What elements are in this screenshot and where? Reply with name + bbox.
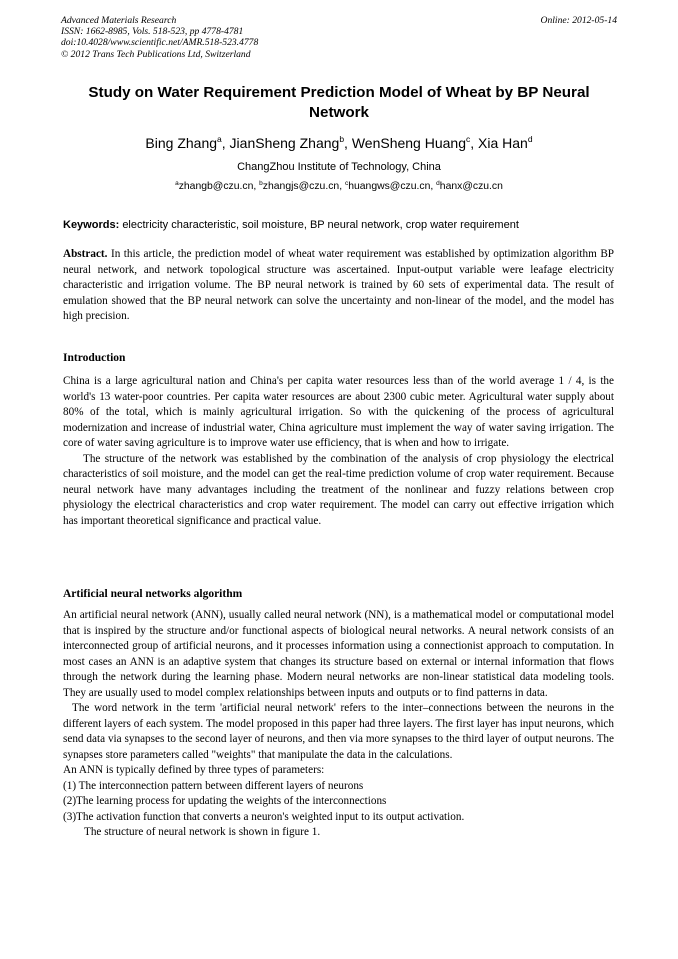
section-heading-ann: Artificial neural networks algorithm — [63, 588, 243, 600]
paragraph: The word network in the term 'artificial neural network' refers to the inter–connections between the neurons in the different layers of each system. The model proposed in this paper had three layers. The first layer has input neurons, which send data via synapses to the second layer of neurons, and then via more synapses to the third layer of output neurons. The synapses store parameters called "weights" that manipulate the data in the calculations. — [63, 702, 614, 761]
paragraph: The structure of neural network is shown in figure 1. — [84, 826, 321, 838]
email-sep: , — [253, 181, 260, 192]
email-mark: a — [175, 180, 179, 187]
paragraph: An ANN is typically defined by three types of parameters: — [63, 764, 325, 776]
author-list — [0, 134, 678, 152]
list-item: (2)The learning process for updating the weights of the interconnections — [63, 795, 387, 807]
ann-body — [63, 608, 614, 841]
email-address: zhangjs@czu.cn — [262, 181, 340, 192]
introduction-body — [63, 374, 614, 529]
abstract-label: Abstract. — [63, 248, 108, 260]
email-mark: b — [259, 180, 263, 187]
abstract-text: In this article, the prediction model of wheat water requirement was established by optimization algorithm BP neural network, and network topological structure was ascertained. Input-output variable were leafage electricity characteristic and irrigation volume. The BP neural network is trained by 60 sets of experimental data. The result of emulation showed that the BP neural network can solve the uncertainty and non-linear of the model, and the model has high precision. — [63, 248, 615, 322]
email-list — [0, 180, 678, 194]
email-sep: , — [430, 181, 437, 192]
author-mark: b — [339, 134, 345, 144]
keywords — [63, 218, 623, 232]
list-item: (3)The activation function that converts a neuron's weighted input to its output activation. — [63, 810, 465, 823]
author-sep: , — [344, 135, 352, 151]
paragraph: The structure of the network was established by the combination of the analysis of crop physiology the electrical characteristics of soil moisture, and the model can get the real-time prediction volume of crop water requirement. Because neural network have many advantages including the treatment of the nonlinear and fuzzy relations between crop physiology the electrical characteristics and crop water requirement. The model can carry out effective irrigation which has important theoretical significance and practical value. — [63, 452, 614, 527]
author-name: Bing Zhang — [145, 135, 218, 151]
author-mark: d — [527, 134, 533, 144]
email-address: hanx@czu.cn — [439, 181, 503, 192]
keywords-text: electricity characteristic, soil moisture, BP neural network, crop water requirement — [122, 219, 519, 231]
email-address: huangws@czu.cn — [348, 181, 431, 192]
author-name: WenSheng Huang — [351, 135, 466, 151]
online-date: Online: 2012-05-14 — [540, 15, 617, 26]
email-address: zhangb@czu.cn — [178, 181, 254, 192]
author-name: Xia Han — [478, 135, 528, 151]
paragraph: An artificial neural network (ANN), usually called neural network (NN), is a mathematical model or computational model that is inspired by the structure and/or functional aspects of biological neural networks. A neural network consists of an interconnected group of artificial neurons, and it processes information using a connectionist approach to computation. In most cases an ANN is an adaptive system that changes its structure based on external or internal information that flows through the network during the learning phase. Modern neural networks are non-linear statistical data modeling tools. They are usually used to model complex relationships between inputs and outputs or to find patterns in data. — [63, 609, 614, 699]
copyright-line: © 2012 Trans Tech Publications Ltd, Switzerland — [61, 48, 251, 60]
keywords-label: Keywords: — [63, 219, 120, 231]
email-mark: c — [344, 180, 349, 187]
email-sep: , — [339, 181, 345, 192]
author-mark: c — [466, 134, 471, 144]
email-mark: d — [436, 180, 440, 187]
list-item: (1) The interconnection pattern between different layers of neurons — [63, 779, 364, 792]
paragraph: China is a large agricultural nation and China's per capita water resources less than of the world average 1 / 4, is the world's 13 water-poor countries. Per capita water resources are about 2300 cubic meter. Agricultural water supply about 80% of the total, which is mainly agricultural irrigation. So with the quickening of the process of agricultural modernization and increase of industrial water, China agriculture must implement the way of water saving irrigation. The core of water saving agriculture is to improve water use efficiency, that is when and how to irrigate. — [63, 375, 614, 449]
author-name: JianSheng Zhang — [229, 135, 340, 151]
paper-title: Study on Water Requirement Prediction Model of Wheat by BP Neural Network — [88, 84, 590, 121]
journal-header — [61, 15, 617, 60]
author-mark: a — [217, 134, 222, 144]
section-heading-introduction: Introduction — [63, 352, 126, 364]
journal-name: Advanced Materials Research — [61, 15, 177, 26]
doi-line: doi:10.4028/www.scientific.net/AMR.518-523.4778 — [61, 37, 259, 49]
author-sep: , — [470, 135, 479, 151]
author-sep: , — [221, 135, 230, 151]
abstract — [63, 247, 614, 325]
affiliation: ChangZhou Institute of Technology, China — [237, 161, 441, 173]
issn-line: ISSN: 1662-8985, Vols. 518-523, pp 4778-4781 — [61, 26, 244, 38]
